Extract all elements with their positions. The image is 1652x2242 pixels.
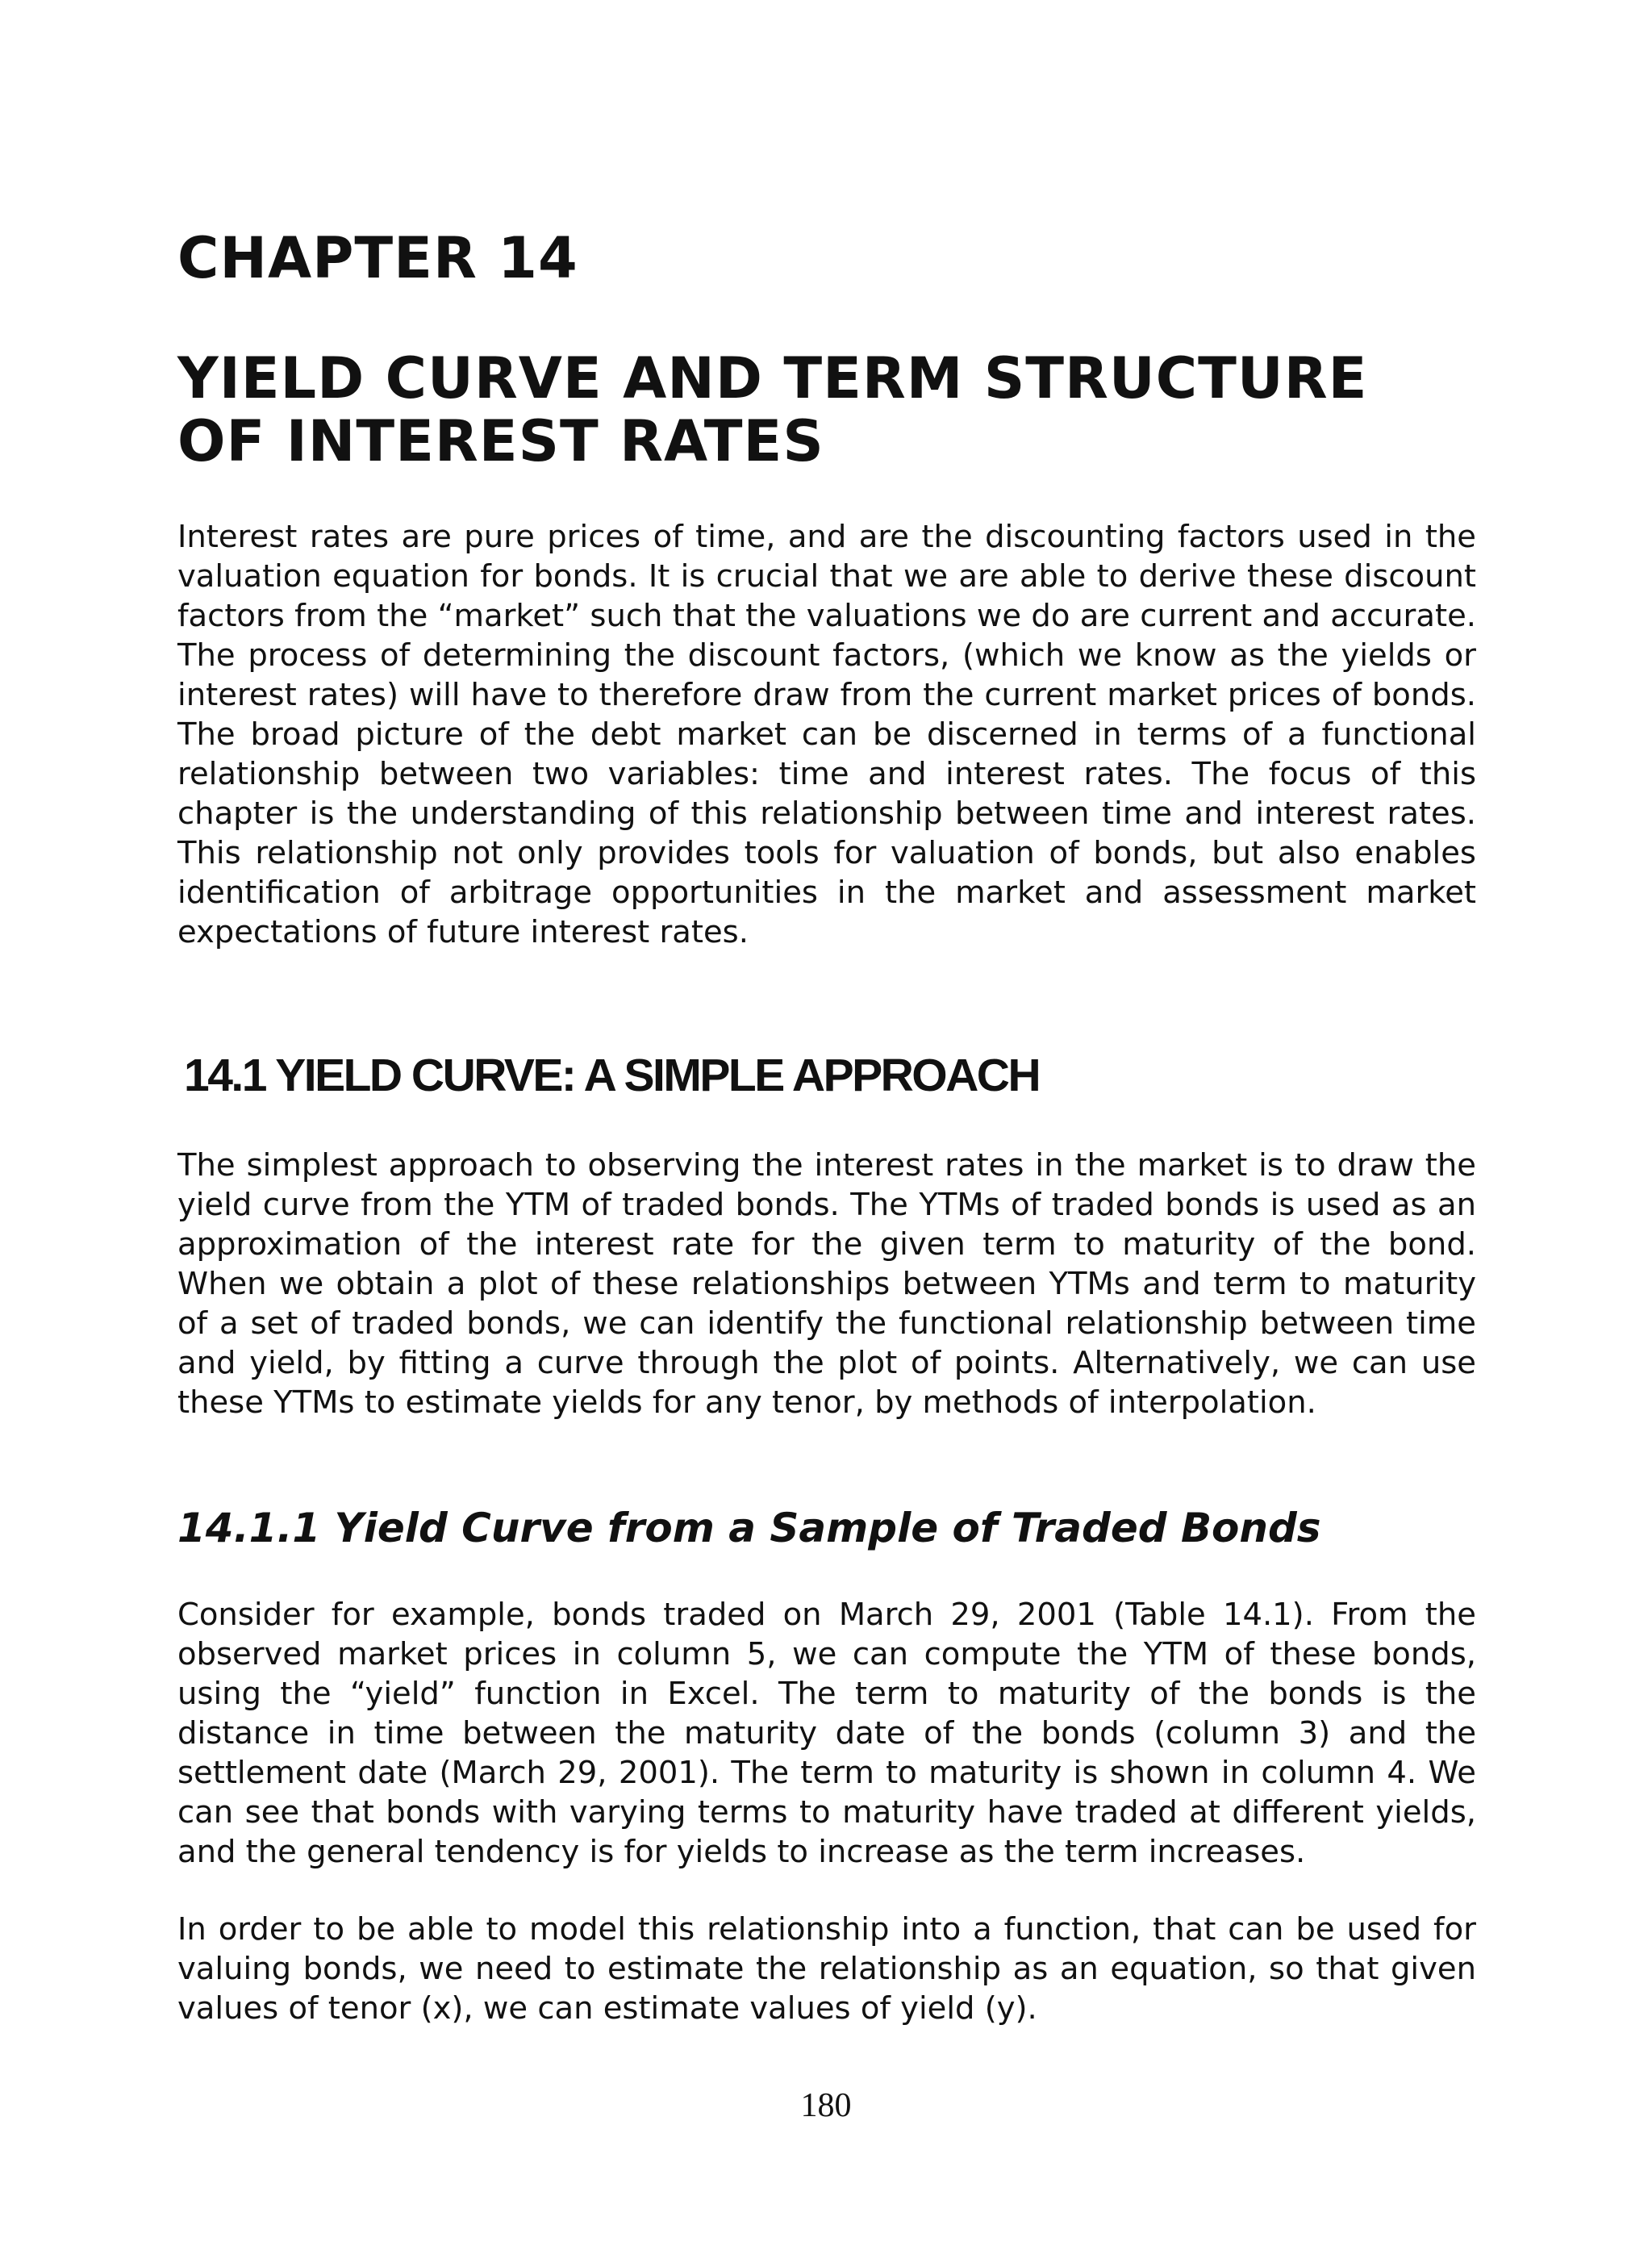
chapter-label: CHAPTER 14	[177, 225, 578, 291]
chapter-title-line-2: OF INTEREST RATES	[177, 408, 824, 474]
section-paragraph: The simplest approach to observing the interest rates in the market is to draw the yield curve from the YTM of traded bonds. The YTMs of traded bonds is used as an approximation of the interest rate for the given term to maturity of the bond. When we obtain a plot of these relationships between YTMs and term to maturity of a set of traded bonds, we can identify the functional relationship between time and yield, by fitting a curve through the plot of points. Alternatively, we can use these YTMs to estimate yields for any tenor, by methods of interpolation.	[177, 1147, 1476, 1421]
chapter-title-line-1: YIELD CURVE AND TERM STRUCTURE	[177, 345, 1368, 411]
subsection-paragraph-1: Consider for example, bonds traded on March 29, 2001 (Table 14.1). From the observed market prices in column 5, we can compute the YTM of these bonds, using the “yield” function in Excel. The term to maturity of the bonds is the distance in time between the maturity date of the bonds (column 3) and the settlement date (March 29, 2001). The term to maturity is shown in column 4. We can see that bonds with varying terms to maturity have traded at different yields, and the general tendency is for yields to increase as the term increases.	[177, 1597, 1476, 1870]
chapter-title	[177, 347, 1549, 473]
subsection-heading: 14.1.1 Yield Curve from a Sample of Traded Bonds	[177, 1505, 1321, 1551]
page-number: 180	[800, 2087, 852, 2124]
intro-paragraph: Interest rates are pure prices of time, and are the discounting factors used in the valuation equation for bonds. It is crucial that we are able to derive these discount factors from the “market” such that the valuations we do are current and accurate. The process of determining the discount factors, (which we know as the yields or interest rates) will have to therefore draw from the current market prices of bonds. The broad picture of the debt market can be discerned in terms of a functional relationship between two variables: time and interest rates. The focus of this chapter is the understanding of this relationship between time and interest rates. This relationship not only provides tools for valuation of bonds, but also enables identification of arbitrage opportunities in the market and assessment market expectations of future interest rates.	[177, 519, 1476, 950]
section-heading: 14.1 YIELD CURVE: A SIMPLE APPROACH	[184, 1050, 1040, 1101]
subsection-paragraph-2: In order to be able to model this relationship into a function, that can be used for valuing bonds, we need to estimate the relationship as an equation, so that given values of tenor (x), we can estimate values of yield (y).	[177, 1911, 1476, 2027]
